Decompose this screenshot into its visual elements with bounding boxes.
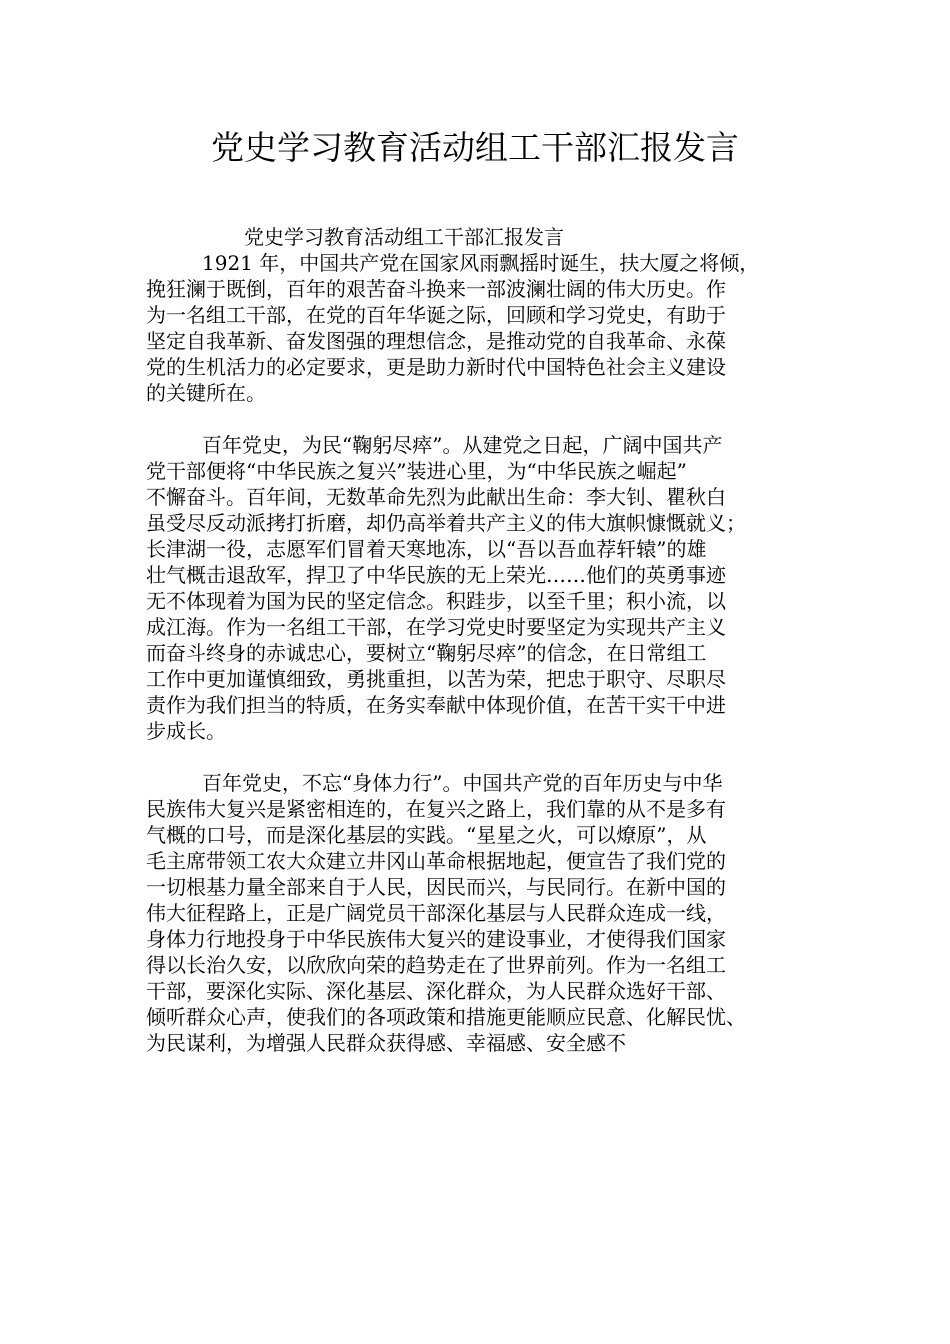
paragraph-line: 1921 年，中国共产党在国家风雨飘摇时诞生，扶大厦之将倾， <box>202 251 760 275</box>
paragraph-line: 虽受尽反动派拷打折磨，却仍高举着共产主义的伟大旗帜慷慨就义； <box>146 511 746 535</box>
paragraph-line: 壮气概击退敌军，捍卫了中华民族的无上荣光……他们的英勇事迹 <box>146 563 726 587</box>
paragraph-line: 不懈奋斗。百年间，无数革命先烈为此献出生命：李大钊、瞿秋白 <box>146 485 726 509</box>
paragraph-line: 为一名组工干部，在党的百年华诞之际，回顾和学习党史，有助于 <box>146 303 726 327</box>
paragraph-line: 坚定自我革新、奋发图强的理想信念，是推动党的自我革命、永葆 <box>146 329 726 353</box>
paragraph-line: 得以长治久安，以欣欣向荣的趋势走在了世界前列。作为一名组工 <box>146 953 726 977</box>
paragraph-line: 一切根基力量全部来自于人民，因民而兴，与民同行。在新中国的 <box>146 875 726 899</box>
paragraph-line: 无不体现着为国为民的坚定信念。积跬步，以至千里；积小流，以 <box>146 589 726 613</box>
paragraph-line: 的关键所在。 <box>146 381 266 405</box>
paragraph-2 <box>146 432 816 744</box>
paragraph-line: 伟大征程路上，正是广阔党员干部深化基层与人民群众连成一线， <box>146 901 726 925</box>
paragraph-line: 工作中更加谨慎细致，勇挑重担，以苦为荣，把忠于职守、尽职尽 <box>146 667 726 691</box>
paragraph-line: 倾听群众心声，使我们的各项政策和措施更能顺应民意、化解民忧、 <box>146 1005 746 1029</box>
paragraph-line: 百年党史，为民“鞠躬尽瘁”。从建党之日起，广阔中国共产 <box>202 433 723 457</box>
paragraph-line: 为民谋利，为增强人民群众获得感、幸福感、安全感不 <box>146 1031 626 1055</box>
paragraph-line: 党干部便将“中华民族之复兴”装进心里，为“中华民族之崛起” <box>146 459 687 483</box>
paragraph-line: 挽狂澜于既倒，百年的艰苦奋斗换来一部波澜壮阔的伟大历史。作 <box>146 277 726 301</box>
paragraph-line: 长津湖一役，志愿军们冒着天寒地冻，以“吾以吾血荐轩辕”的雄 <box>146 537 707 561</box>
paragraph-line: 民族伟大复兴是紧密相连的，在复兴之路上，我们靠的从不是多有 <box>146 797 726 821</box>
paragraph-line: 责作为我们担当的特质，在务实奉献中体现价值，在苦干实干中进 <box>146 693 726 717</box>
document-body <box>146 224 816 1056</box>
paragraph-line: 党的生机活力的必定要求，更是助力新时代中国特色社会主义建设 <box>146 355 726 379</box>
paragraph-line: 百年党史，不忘“身体力行”。中国共产党的百年历史与中华 <box>202 771 723 795</box>
paragraph-line: 而奋斗终身的赤诚忠心，要树立“鞠躬尽瘁”的信念，在日常组工 <box>146 641 707 665</box>
paragraph-3 <box>146 770 816 1056</box>
document-subtitle: 党史学习教育活动组工干部汇报发言 <box>244 225 564 249</box>
paragraph-line: 身体力行地投身于中华民族伟大复兴的建设事业，才使得我们国家 <box>146 927 726 951</box>
paragraph-line: 干部，要深化实际、深化基层、深化群众，为人民群众选好干部、 <box>146 979 726 1003</box>
paragraph-line: 气概的口号，而是深化基层的实践。“星星之火，可以燎原”，从 <box>146 823 707 847</box>
document-title: 党史学习教育活动组工干部汇报发言 <box>211 128 739 167</box>
paragraph-1 <box>146 250 816 406</box>
paragraph-line: 成江海。作为一名组工干部，在学习党史时要坚定为实现共产主义 <box>146 615 726 639</box>
paragraph-line: 步成长。 <box>146 719 226 743</box>
paragraph-line: 毛主席带领工农大众建立井冈山革命根据地起，便宣告了我们党的 <box>146 849 726 873</box>
